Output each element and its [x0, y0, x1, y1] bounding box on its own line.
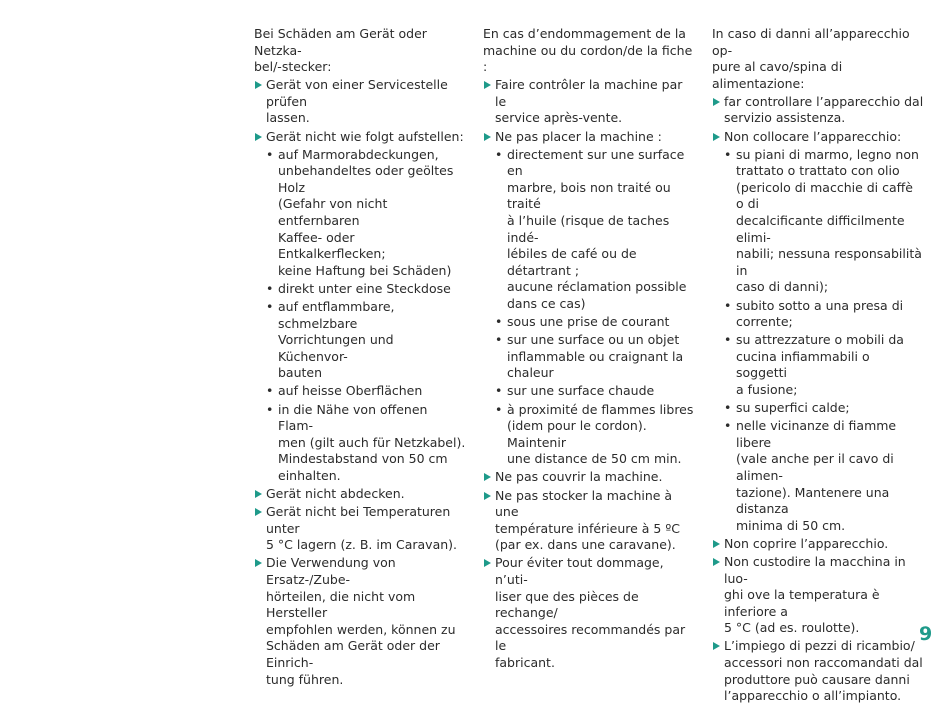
sub-item [483, 332, 695, 382]
triangle-bullet-icon [713, 642, 720, 650]
bullet-dot-icon: • [724, 400, 732, 416]
sub-item-line: Mindestabstand von 50 cm [278, 451, 448, 467]
intro-text [483, 26, 695, 76]
instruction-line: l’apparecchio o all’impianto. [724, 688, 902, 704]
sub-item-line: su piani di marmo, legno non [736, 146, 919, 162]
sub-item-line: einhalten. [278, 467, 341, 483]
instruction-line: tung führen. [266, 671, 344, 687]
instruction-line: température inférieure à 5 ºC [495, 520, 680, 536]
intro-line: En cas d’endommagement de la [483, 26, 686, 41]
instruction-line: (par ex. dans une caravane). [495, 537, 676, 553]
bullet-dot-icon: • [266, 299, 274, 314]
instruction-line: Ne pas stocker la machine à une [495, 487, 673, 520]
triangle-bullet-icon [713, 98, 720, 106]
sub-item-line: su attrezzature o mobili da [736, 332, 904, 348]
bullet-dot-icon: • [266, 146, 274, 162]
instruction-item [483, 555, 695, 671]
instruction-line: empfohlen werden, können zu [266, 621, 456, 637]
sub-item-line: (pericolo di macchie di caffè o di [736, 179, 913, 212]
sub-item-line: auf entflammbare, schmelzbare [278, 299, 395, 331]
triangle-bullet-icon [713, 540, 720, 548]
sub-item-line: nelle vicinanze di fiamme libere [736, 418, 897, 450]
sub-item-line: à l’huile (risque de taches indé- [507, 213, 670, 245]
sub-item-line: in die Nähe von offenen Flam- [278, 401, 428, 434]
sub-item [712, 147, 924, 296]
page-number: 9 [919, 623, 933, 645]
sub-item [254, 281, 466, 298]
column-italian [712, 26, 924, 705]
instruction-line: accessori non raccomandati dal [724, 654, 923, 670]
sub-item [254, 402, 466, 485]
instruction-line: fabricant. [495, 654, 555, 670]
instruction-item [483, 469, 695, 486]
instruction-item [254, 486, 466, 503]
sub-item-line: cucina infiammabili o soggetti [736, 348, 870, 381]
bullet-dot-icon: • [266, 401, 274, 417]
column-french [483, 26, 695, 672]
sub-item-line: (Gefahr von nicht entfernbaren [278, 196, 388, 229]
sub-item-line: direkt unter eine Steckdose [278, 280, 451, 296]
sub-item-line: sous une prise de courant [507, 314, 670, 330]
instruction-line: accessoires recommandés par le [495, 621, 686, 654]
intro-text [712, 26, 924, 92]
sub-item-line: keine Haftung bei Schäden) [278, 262, 452, 278]
sub-item-line: dans ce cas) [507, 296, 586, 311]
triangle-bullet-icon [484, 81, 491, 89]
sub-item-line: Vorrichtungen und Küchenvor- [278, 332, 394, 364]
instruction-item [483, 77, 695, 127]
bullet-dot-icon: • [724, 418, 732, 434]
sub-item-line: marbre, bois non traité ou traité [507, 179, 671, 212]
bullet-dot-icon: • [495, 314, 503, 330]
instruction-line: far controllare l’apparecchio dal [724, 93, 924, 109]
bullet-dot-icon: • [724, 297, 732, 313]
sub-item-line: directement sur une surface en [507, 146, 685, 179]
bullet-dot-icon: • [266, 383, 274, 399]
triangle-bullet-icon [255, 133, 262, 141]
sub-item-line: sur une surface chaude [507, 383, 655, 399]
instruction-item [254, 555, 466, 688]
instruction-line: Pour éviter tout dommage, n’uti- [495, 555, 664, 587]
instruction-line: hörteilen, die nicht vom Hersteller [266, 588, 416, 621]
bullet-dot-icon: • [495, 383, 503, 399]
instruction-line: 5 °C (ad es. roulotte). [724, 620, 860, 636]
instruction-item [254, 77, 466, 127]
instruction-line: servizio assistenza. [724, 110, 846, 126]
instruction-item [712, 554, 924, 637]
instruction-line: produttore può causare danni [724, 671, 910, 687]
sub-item [712, 400, 924, 417]
sub-item [483, 314, 695, 331]
intro-text [254, 26, 466, 76]
sub-item-line: (vale anche per il cavo di alimen- [736, 451, 894, 483]
instruction-line: liser que des pièces de rechange/ [495, 588, 639, 621]
intro-line: Bei Schäden am Gerät oder Netzka- [254, 26, 427, 58]
sub-item-line: sur une surface ou un objet [507, 332, 680, 348]
sub-item-line: Kaffee- oder Entkalkerflecken; [278, 229, 386, 262]
instruction-line: 5 °C lagern (z. B. im Caravan). [266, 537, 457, 553]
sub-item [483, 147, 695, 313]
instruction-item [712, 129, 924, 146]
sub-item [483, 383, 695, 400]
instruction-line: L’impiego di pezzi di ricambio/ [724, 638, 915, 654]
sub-item-line: unbehandeltes oder geöltes Holz [278, 163, 454, 195]
sub-item [712, 418, 924, 534]
sub-item-line: minima di 50 cm. [736, 517, 846, 533]
triangle-bullet-icon [484, 492, 491, 500]
instruction-item [483, 488, 695, 554]
instruction-item [712, 94, 924, 127]
bullet-dot-icon: • [495, 146, 503, 162]
instruction-line: Faire contrôler la machine par le [495, 77, 683, 109]
sub-item [712, 332, 924, 398]
intro-line: machine ou du cordon/de la fiche : [483, 42, 693, 75]
instruction-item [712, 638, 924, 704]
instruction-line: Gerät von einer Servicestelle prüfen [266, 77, 448, 109]
triangle-bullet-icon [255, 490, 262, 498]
instruction-line: service après-vente. [495, 110, 623, 126]
sub-item [254, 383, 466, 400]
instruction-line: Non collocare l’apparecchio: [724, 128, 902, 144]
triangle-bullet-icon [484, 133, 491, 141]
instruction-item [254, 129, 466, 146]
instruction-line: Ne pas placer la machine : [495, 128, 662, 144]
sub-item [483, 402, 695, 468]
instruction-line: Ne pas couvrir la machine. [495, 469, 663, 485]
sub-item-line: nabili; nessuna responsabilità in [736, 246, 922, 278]
intro-line: pure al cavo/spina di alimentazione: [712, 59, 843, 91]
sub-item-line: trattato o trattato con olio [736, 163, 900, 179]
triangle-bullet-icon [713, 133, 720, 141]
sub-item-line: auf Marmorabdeckungen, [278, 146, 439, 162]
instruction-line: ghi ove la temperatura è inferiore a [724, 587, 880, 619]
intro-line: In caso di danni all’apparecchio op- [712, 26, 910, 58]
bullet-dot-icon: • [724, 332, 732, 348]
triangle-bullet-icon [255, 508, 262, 516]
sub-item-line: su superfici calde; [736, 400, 850, 416]
instruction-line: Gerät nicht wie folgt aufstellen: [266, 128, 464, 144]
sub-item-line: aucune réclamation possible [507, 279, 687, 295]
sub-item [254, 147, 466, 280]
bullet-dot-icon: • [495, 332, 503, 348]
instruction-item [254, 504, 466, 554]
triangle-bullet-icon [484, 559, 491, 567]
triangle-bullet-icon [713, 558, 720, 566]
sub-item-line: caso di danni); [736, 279, 829, 295]
sub-item-line: a fusione; [736, 381, 798, 397]
sub-item-line: men (gilt auch für Netzkabel). [278, 434, 466, 450]
sub-item-line: tazione). Mantenere una distanza [736, 484, 890, 517]
triangle-bullet-icon [255, 559, 262, 567]
column-german [254, 26, 466, 688]
sub-item-line: lébiles de café ou de détartrant ; [507, 246, 637, 278]
sub-item-line: subito sotto a una presa di [736, 297, 904, 313]
bullet-dot-icon: • [495, 401, 503, 417]
sub-item-line: corrente; [736, 314, 793, 330]
instruction-line: Gerät nicht abdecken. [266, 486, 405, 502]
sub-item-line: inflammable ou craignant la [507, 348, 684, 364]
sub-item-line: à proximité de flammes libres [507, 401, 694, 417]
instruction-item [712, 536, 924, 553]
sub-item-line: une distance de 50 cm min. [507, 451, 682, 467]
instruction-line: Non coprire l’apparecchio. [724, 535, 889, 551]
triangle-bullet-icon [484, 473, 491, 481]
sub-item [712, 298, 924, 331]
bullet-dot-icon: • [724, 146, 732, 162]
sub-item-line: bauten [278, 365, 323, 381]
sub-item-line: (idem pour le cordon). Maintenir [507, 418, 647, 450]
sub-item-line: auf heisse Oberflächen [278, 383, 423, 399]
instruction-line: Non custodire la macchina in luo- [724, 553, 906, 586]
instruction-line: Schäden am Gerät oder der Einrich- [266, 638, 440, 670]
sub-item-line: chaleur [507, 365, 554, 381]
instruction-line: Gerät nicht bei Temperaturen unter [266, 504, 451, 536]
intro-line: bel/-stecker: [254, 59, 332, 75]
sub-item-line: decalcificante difficilmente elimi- [736, 213, 905, 245]
instruction-line: Die Verwendung von Ersatz-/Zube- [266, 555, 396, 587]
sub-item [254, 299, 466, 382]
triangle-bullet-icon [255, 81, 262, 89]
bullet-dot-icon: • [266, 280, 274, 296]
instruction-item [483, 129, 695, 146]
instruction-line: lassen. [266, 110, 310, 126]
